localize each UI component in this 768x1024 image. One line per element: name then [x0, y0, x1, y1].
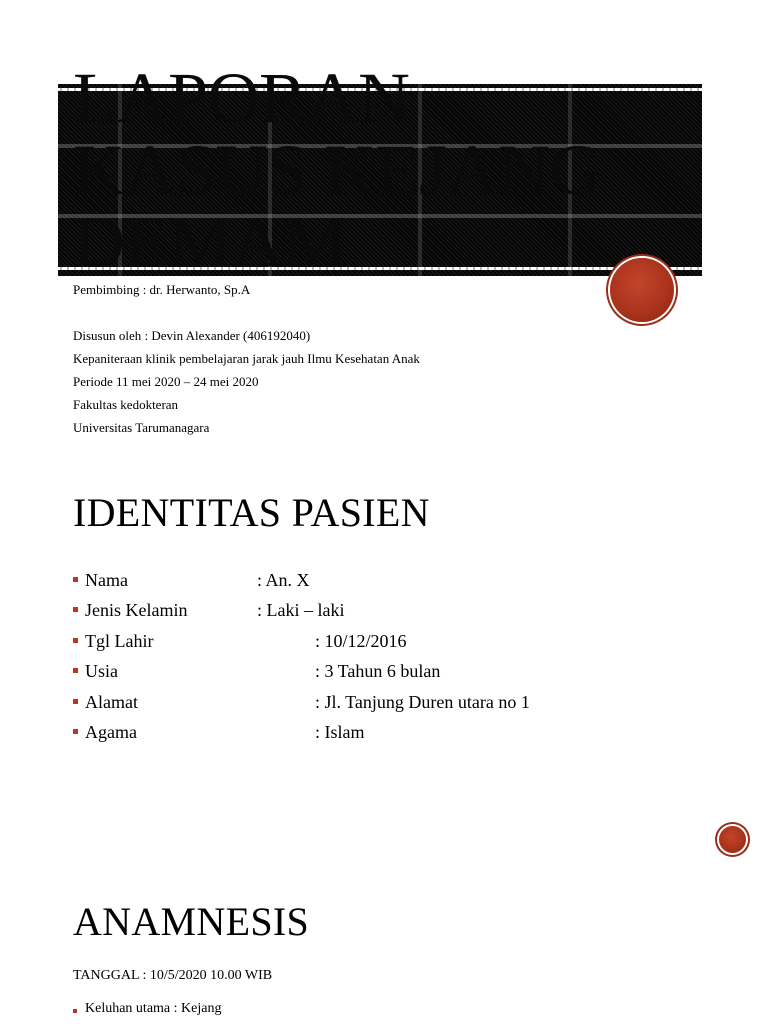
author-line: Disusun oleh : Devin Alexander (406192040) [73, 328, 311, 343]
slide-title-line: KASUS KEJANG [73, 130, 602, 210]
field-value: : 10/12/2016 [315, 630, 407, 651]
field-label: Usia [85, 661, 118, 682]
program-line: Kepaniteraan klinik pembelajaran jarak jauh Ilmu Kesehatan Anak [73, 351, 420, 366]
square-bullet-icon [73, 729, 78, 734]
field-label: Tgl Lahir [85, 630, 154, 651]
field-value: : An. X [257, 570, 310, 590]
list-item [73, 566, 693, 596]
square-bullet-icon [73, 577, 78, 582]
square-bullet-icon [73, 1009, 77, 1013]
decorative-circle-icon [610, 258, 674, 322]
author-info [73, 278, 593, 439]
square-bullet-icon [73, 699, 78, 704]
square-bullet-icon [73, 668, 78, 673]
field-label: Alamat [85, 691, 138, 712]
slide-title-line: LAPORAN [73, 58, 410, 138]
square-bullet-icon [73, 607, 78, 612]
list-item [73, 657, 693, 687]
field-value: : Laki – laki [257, 600, 345, 621]
identity-list [73, 566, 693, 748]
list-item [73, 718, 693, 748]
period-line: Periode 11 mei 2020 – 24 mei 2020 [73, 374, 259, 389]
slide-title-line: DEMAM [73, 202, 347, 282]
field-value: : 3 Tahun 6 bulan [315, 661, 441, 682]
square-bullet-icon [73, 638, 78, 643]
university-line: Universitas Tarumanagara [73, 420, 210, 435]
list-item [73, 688, 693, 718]
identitas-heading: IDENTITAS PASIEN [73, 490, 430, 535]
supervisor-line: Pembimbing : dr. Herwanto, Sp.A [73, 282, 251, 297]
field-label: Nama [85, 570, 128, 590]
slide-title [73, 58, 713, 282]
field-label: Agama [85, 721, 137, 742]
field-value: : Islam [315, 721, 365, 742]
faculty-line: Fakultas kedokteran [73, 397, 179, 412]
decorative-circle-icon [719, 826, 746, 853]
anamnesis-heading: ANAMNESIS [73, 899, 310, 944]
list-item [73, 627, 693, 657]
blank-line [73, 301, 593, 324]
chief-complaint-text: Keluhan utama : Kejang [85, 1001, 222, 1016]
list-item [73, 596, 693, 626]
date-line: TANGGAL : 10/5/2020 10.00 WIB [73, 968, 273, 983]
field-value: : Jl. Tanjung Duren utara no 1 [315, 691, 530, 712]
chief-complaint [73, 1001, 221, 1017]
field-label: Jenis Kelamin [85, 600, 188, 621]
